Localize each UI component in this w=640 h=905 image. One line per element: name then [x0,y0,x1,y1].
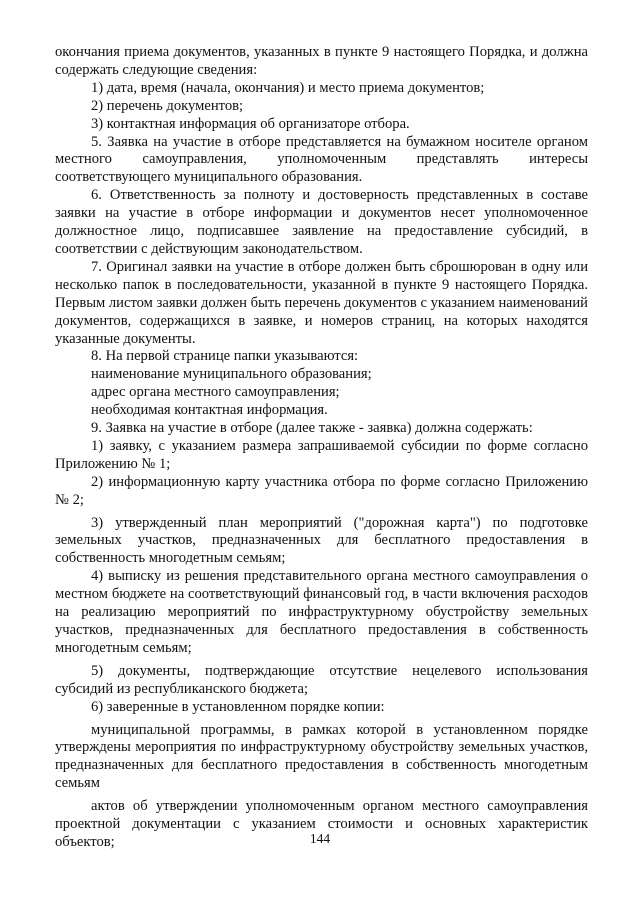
paragraph: 9. Заявка на участие в отборе (далее также - заявка) должна содержать: [91,420,533,437]
paragraph: 2) информационную карту участника отбора по форме согласно Приложению № 2; [55,473,588,508]
paragraph: 7. Оригинал заявки на участие в отборе должен быть сброшюрован в одну или несколько папок в последовательности, указанной в пункте 9 настоящего Порядка. Первым листом заявки должен быть перечень документов с указанием наименований документов, содержащихся в заявке, и номеров страниц, на которых находятся указанные документы. [55,258,588,347]
paragraph: наименование муниципального образования; [91,366,372,383]
paragraph: актов об утверждении уполномоченным органом местного самоуправления проектной документации с указанием стоимости и основных характеристик объектов; [55,798,588,850]
paragraph: 3) контактная информация об организаторе отбора. [91,115,410,132]
body-text [55,44,588,852]
paragraph: 5. Заявка на участие в отборе представляется на бумажном носителе органом местного самоуправления, уполномоченным представлять интересы соответствующего муниципального образования. [55,133,588,186]
paragraph: 2) перечень документов; [91,97,244,114]
paragraph: 4) выписку из решения представительного органа местного самоуправления о местном бюджете на соответствующий финансовый год, в части включения расходов на реализацию мероприятий по инфраструктурному обустройству земельных участков, предназначенных для бесплатного предоставления в собственность многодетным семьям; [55,568,588,656]
paragraph: 8. На первой странице папки указываются: [91,348,359,365]
paragraph: окончания приема документов, указанных в пункте 9 настоящего Порядка, и должна содержать следующие сведения: [55,44,588,78]
paragraph: муниципальной программы, в рамках которой в установленном порядке утверждены мероприятия по инфраструктурному обустройству земельных участков, предназначенных для бесплатного предоставления в собственность многодетным семьям [55,721,588,792]
paragraph: 6. Ответственность за полноту и достоверность представленных в составе заявки на участие в отборе информации и документов несет уполномоченное должностное лицо, подписавшее заявление на предоставление субсидий, в соответствии с действующим законодательством. [55,187,588,257]
paragraph: 5) документы, подтверждающие отсутствие нецелевого использования субсидий из республиканского бюджета; [55,662,588,697]
paragraph: 6) заверенные в установленном порядке копии: [91,698,385,715]
paragraph: необходимая контактная информация. [91,402,328,419]
page-number: 144 [309,831,331,846]
paragraph: адрес органа местного самоуправления; [91,384,340,401]
paragraph: 1) заявку, с указанием размера запрашиваемой субсидии по форме согласно Приложению № 1; [55,437,588,472]
paragraph: 3) утвержденный план мероприятий ("дорожная карта") по подготовке земельных участков, предназначенных для бесплатного предоставления в собственность многодетным семьям; [55,514,588,567]
paragraph: 1) дата, время (начала, окончания) и место приема документов; [91,79,485,96]
